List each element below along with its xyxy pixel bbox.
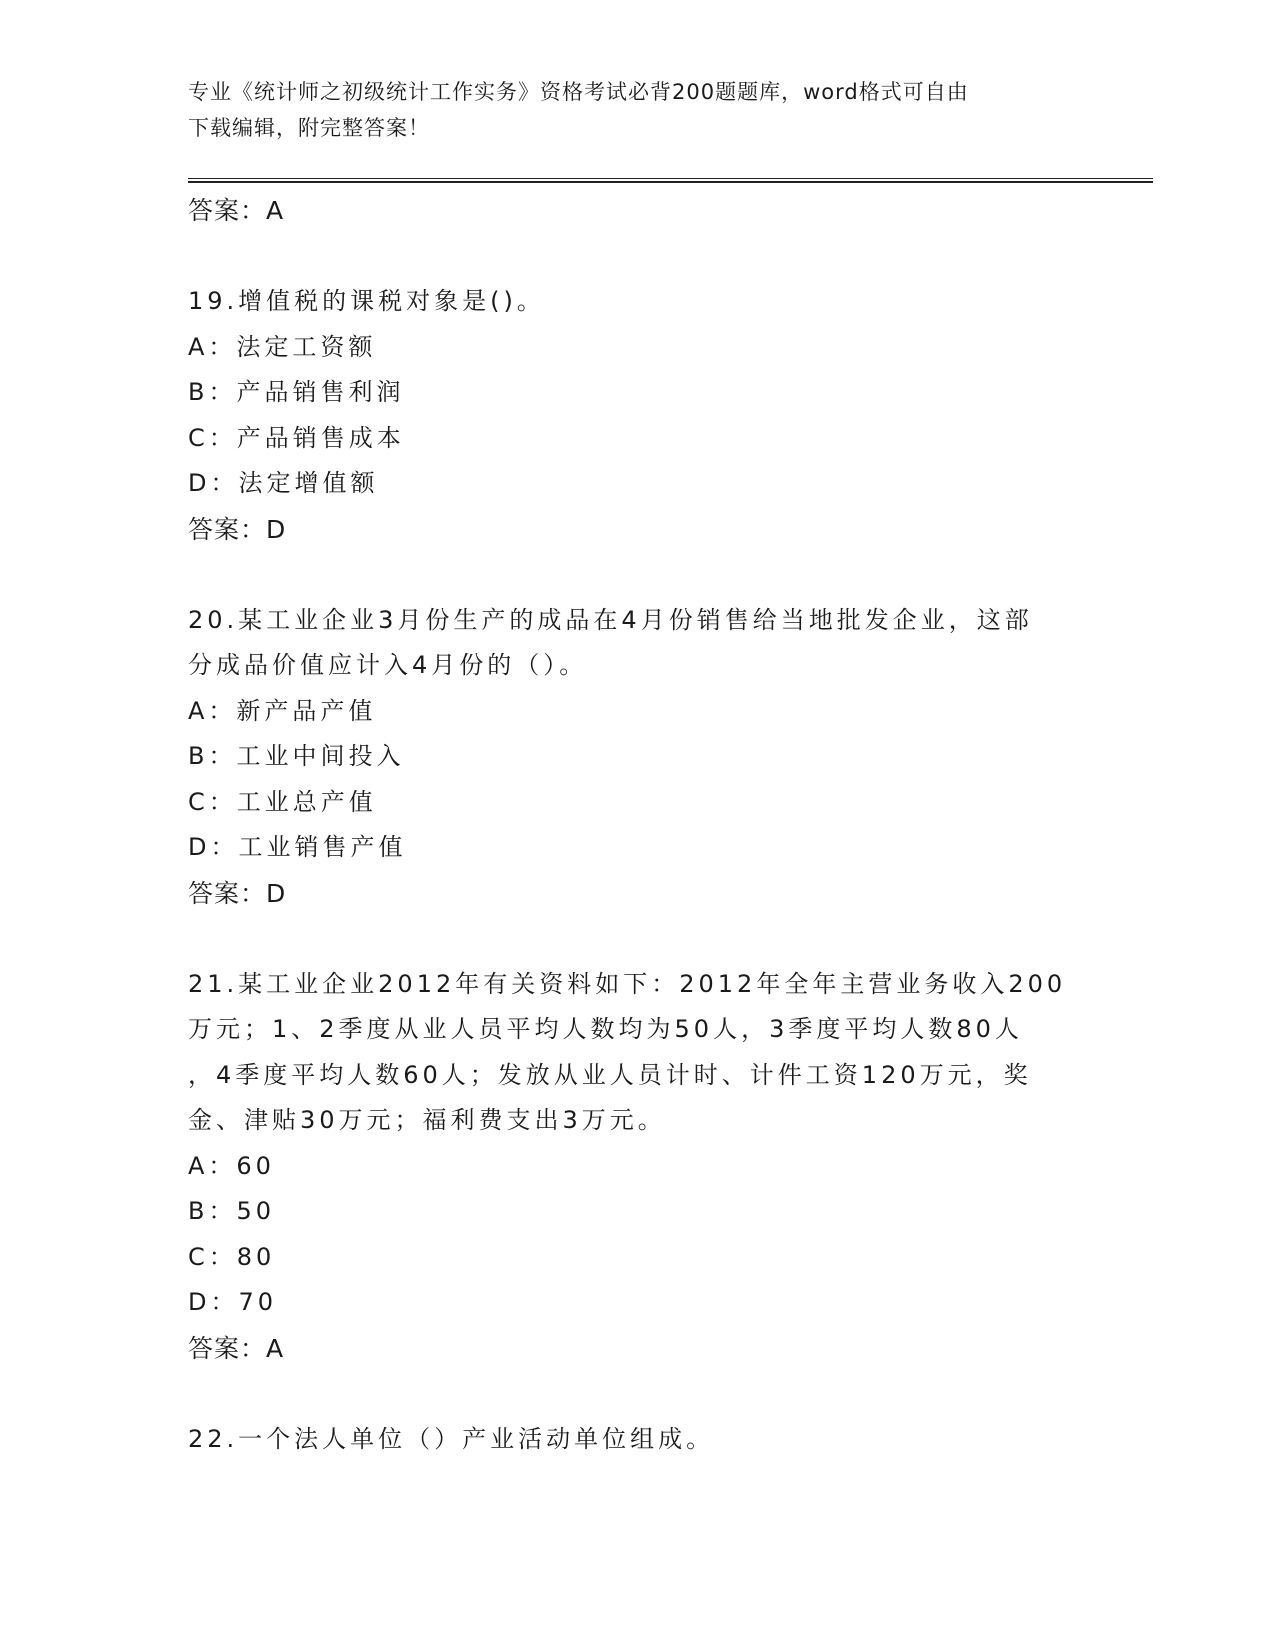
spacer bbox=[188, 234, 1088, 280]
header-divider bbox=[188, 178, 1153, 183]
question-21 bbox=[188, 962, 1088, 1372]
answer: 答案：A bbox=[188, 1333, 285, 1363]
question-stem: 22.一个法人单位（）产业活动单位组成。 bbox=[188, 1424, 715, 1453]
question-stem: 万元；1、2季度从业人员平均人数均为50人，3季度平均人数80人 bbox=[188, 1015, 1023, 1043]
option-d: D：70 bbox=[188, 1288, 278, 1316]
option-c: C：工业总产值 bbox=[188, 787, 377, 816]
answer: 答案：D bbox=[188, 514, 287, 544]
question-stem: 金、津贴30万元；福利费支出3万元。 bbox=[188, 1106, 666, 1134]
answer-18: 答案：A bbox=[188, 196, 285, 225]
option-a: A：法定工资额 bbox=[188, 332, 377, 361]
option-c: C：产品销售成本 bbox=[188, 423, 405, 452]
option-b: B：50 bbox=[188, 1197, 276, 1225]
answer: 答案：D bbox=[188, 878, 287, 908]
option-d: D：法定增值额 bbox=[188, 469, 379, 497]
header-line-1: 专业《统计师之初级统计工作实务》资格考试必背200题题库，word格式可自由 bbox=[188, 80, 969, 104]
option-a: A：60 bbox=[188, 1151, 275, 1180]
document-header bbox=[188, 74, 1048, 146]
spacer bbox=[188, 552, 1088, 598]
question-stem: 21.某工业企业2012年有关资料如下：2012年全年主营业务收入200 bbox=[188, 969, 1067, 998]
option-c: C：80 bbox=[188, 1242, 276, 1271]
question-19 bbox=[188, 279, 1088, 552]
option-b: B：产品销售利润 bbox=[188, 378, 405, 406]
option-d: D：工业销售产值 bbox=[188, 833, 407, 861]
document-body bbox=[188, 188, 1088, 1462]
option-a: A：新产品产值 bbox=[188, 696, 377, 725]
question-20 bbox=[188, 598, 1088, 917]
question-stem: 分成品价值应计入4月份的（）。 bbox=[188, 651, 588, 679]
question-22 bbox=[188, 1417, 1088, 1463]
question-stem: ，4季度平均人数60人；发放从业人员计时、计件工资120万元，奖 bbox=[188, 1060, 1032, 1089]
question-stem: 20.某工业企业3月份生产的成品在4月份销售给当地批发企业，这部 bbox=[188, 605, 1033, 634]
spacer bbox=[188, 916, 1088, 962]
question-stem: 19.增值税的课税对象是()。 bbox=[188, 287, 545, 315]
option-b: B：工业中间投入 bbox=[188, 742, 405, 770]
spacer bbox=[188, 1371, 1088, 1417]
header-line-2: 下载编辑，附完整答案！ bbox=[188, 116, 430, 140]
